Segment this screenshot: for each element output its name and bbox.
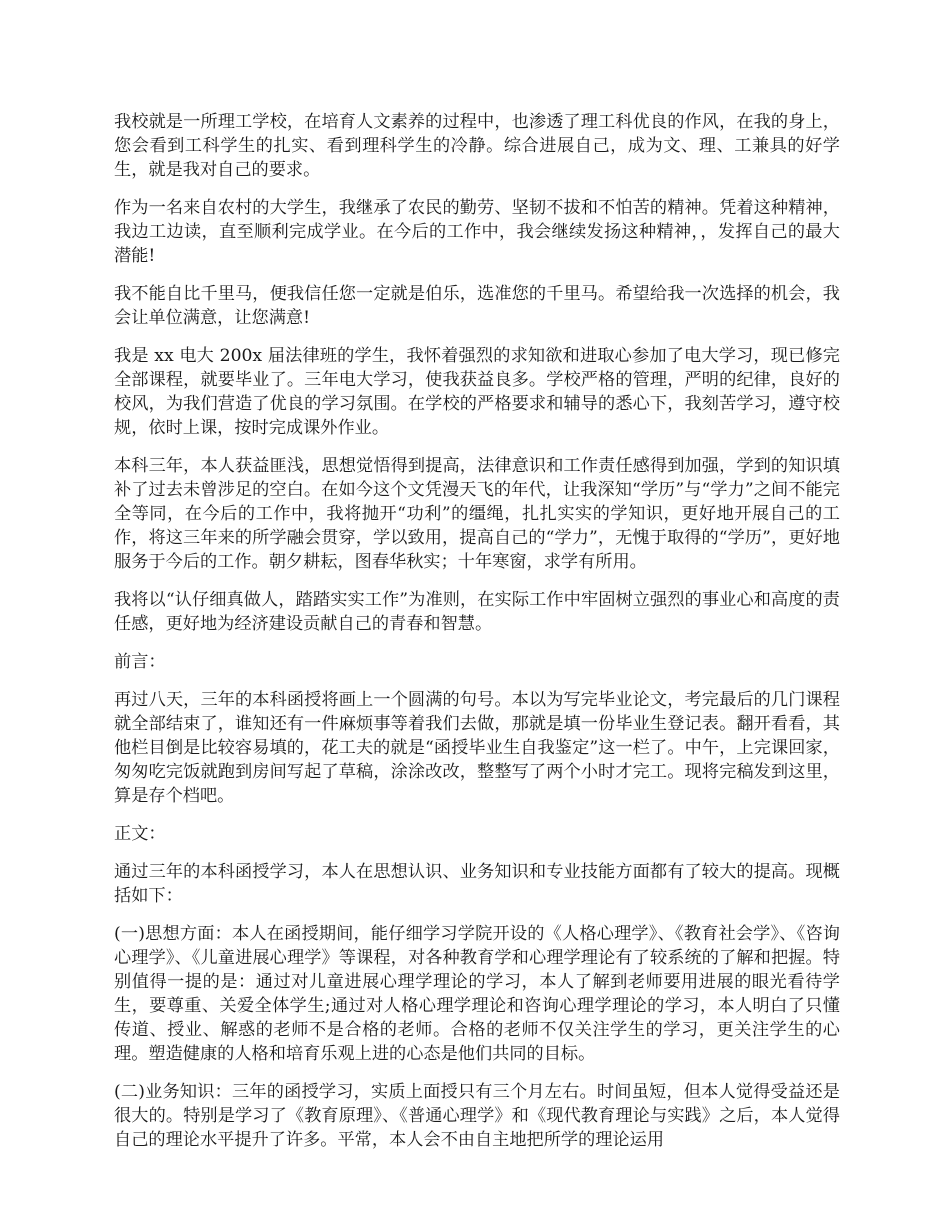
paragraph-thought-aspect: (一)思想方面：本人在函授期间，能仔细学习学院开设的《人格心理学》、《教育社会学》、《咨询心理学》、《儿童进展心理学》等课程，对各种教育学和心理学理论有了较系统的了解和把握。特别值得一提的是：通过对儿童进展心理学理论的学习，本人了解到老师要用进展的眼光看待学生，要尊重、关爱全体学生;通过对人格心理学理论和咨询心理学理论的学习，本人明白了只懂传道、授业、解惑的老师不是合格的老师。合格的老师不仅关注学生的学习，更关注学生的心理。塑造健康的人格和培育乐观上进的心态是他们共同的目标。 — [114, 924, 840, 1064]
paragraph-law-class: 我是 xx 电大 200x 届法律班的学生，我怀着强烈的求知欲和进取心参加了电大学习，现已修完全部课程，就要毕业了。三年电大学习，使我获益良多。学校严格的管理，严明的纪律，良好的校风，为我们营造了优良的学习氛围。在学校的严格要求和辅导的悉心下，我刻苦学习，遵守校规，依时上课，按时完成课外作业。 — [114, 346, 840, 438]
paragraph-horse-analogy: 我不能自比千里马，便我信任您一定就是伯乐，选准您的千里马。希望给我一次选择的机会，我会让单位满意，让您满意! — [114, 284, 840, 328]
paragraph-principle: 我将以“认仔细真做人，踏踏实实工作”为准则，在实际工作中牢固树立强烈的事业心和高度的责任感，更好地为经济建设贡献自己的青春和智慧。 — [114, 590, 840, 634]
paragraph-business-knowledge: (二)业务知识：三年的函授学习，实质上面授只有三个月左右。时间虽短，但本人觉得受益还是很大的。特别是学习了《教育原理》、《普通心理学》和《现代教育理论与实践》之后，本人觉得自己的理论水平提升了许多。平常，本人会不由自主地把所学的理论运用 — [114, 1082, 840, 1150]
paragraph-summary-intro: 通过三年的本科函授学习，本人在思想认识、业务知识和专业技能方面都有了较大的提高。现概括如下： — [114, 862, 840, 906]
heading-preface: 前言： — [114, 652, 166, 672]
paragraph-rural-student: 作为一名来自农村的大学生，我继承了农民的勤劳、坚韧不拔和不怕苦的精神。凭着这种精神，我边工边读，直至顺利完成学业。在今后的工作中，我会继续发扬这种精神，，发挥自己的最大潜能! — [114, 198, 840, 266]
paragraph-science-school: 我校就是一所理工学校，在培育人文素养的过程中，也渗透了理工科优良的作风，在我的身上，您会看到工科学生的扎实、看到理科学生的冷静。综合进展自己，成为文、理、工兼具的好学生，就是我对自己的要求。 — [114, 112, 840, 180]
paragraph-preface-body: 再过八天，三年的本科函授将画上一个圆满的句号。本以为写完毕业论文，考完最后的几门课程就全部结束了，谁知还有一件麻烦事等着我们去做，那就是填一份毕业生登记表。翻开看看，其他栏目倒是比较容易填的，花工夫的就是“函授毕业生自我鉴定”这一栏了。中午，上完课回家，匆匆吃完饭就跑到房间写起了草稿，涂涂改改，整整写了两个小时才完工。现将完稿发到这里，算是存个档吧。 — [114, 690, 840, 806]
heading-main-text: 正文： — [114, 824, 166, 844]
document-page — [114, 110, 840, 1166]
paragraph-three-years: 本科三年，本人获益匪浅，思想觉悟得到提高，法律意识和工作责任感得到加强，学到的知识填补了过去未曾涉足的空白。在如今这个文凭漫天飞的年代，让我深知“学历”与“学力”之间不能完全等同，在今后的工作中，我将抛开“功利”的缰绳，扎扎实实的学知识，更好地开展自己的工作，将这三年来的所学融会贯穿，学以致用，提高自己的“学力”，无愧于取得的“学历”，更好地服务于今后的工作。朝夕耕耘，图春华秋实；十年寒窗，求学有所用。 — [114, 456, 840, 572]
